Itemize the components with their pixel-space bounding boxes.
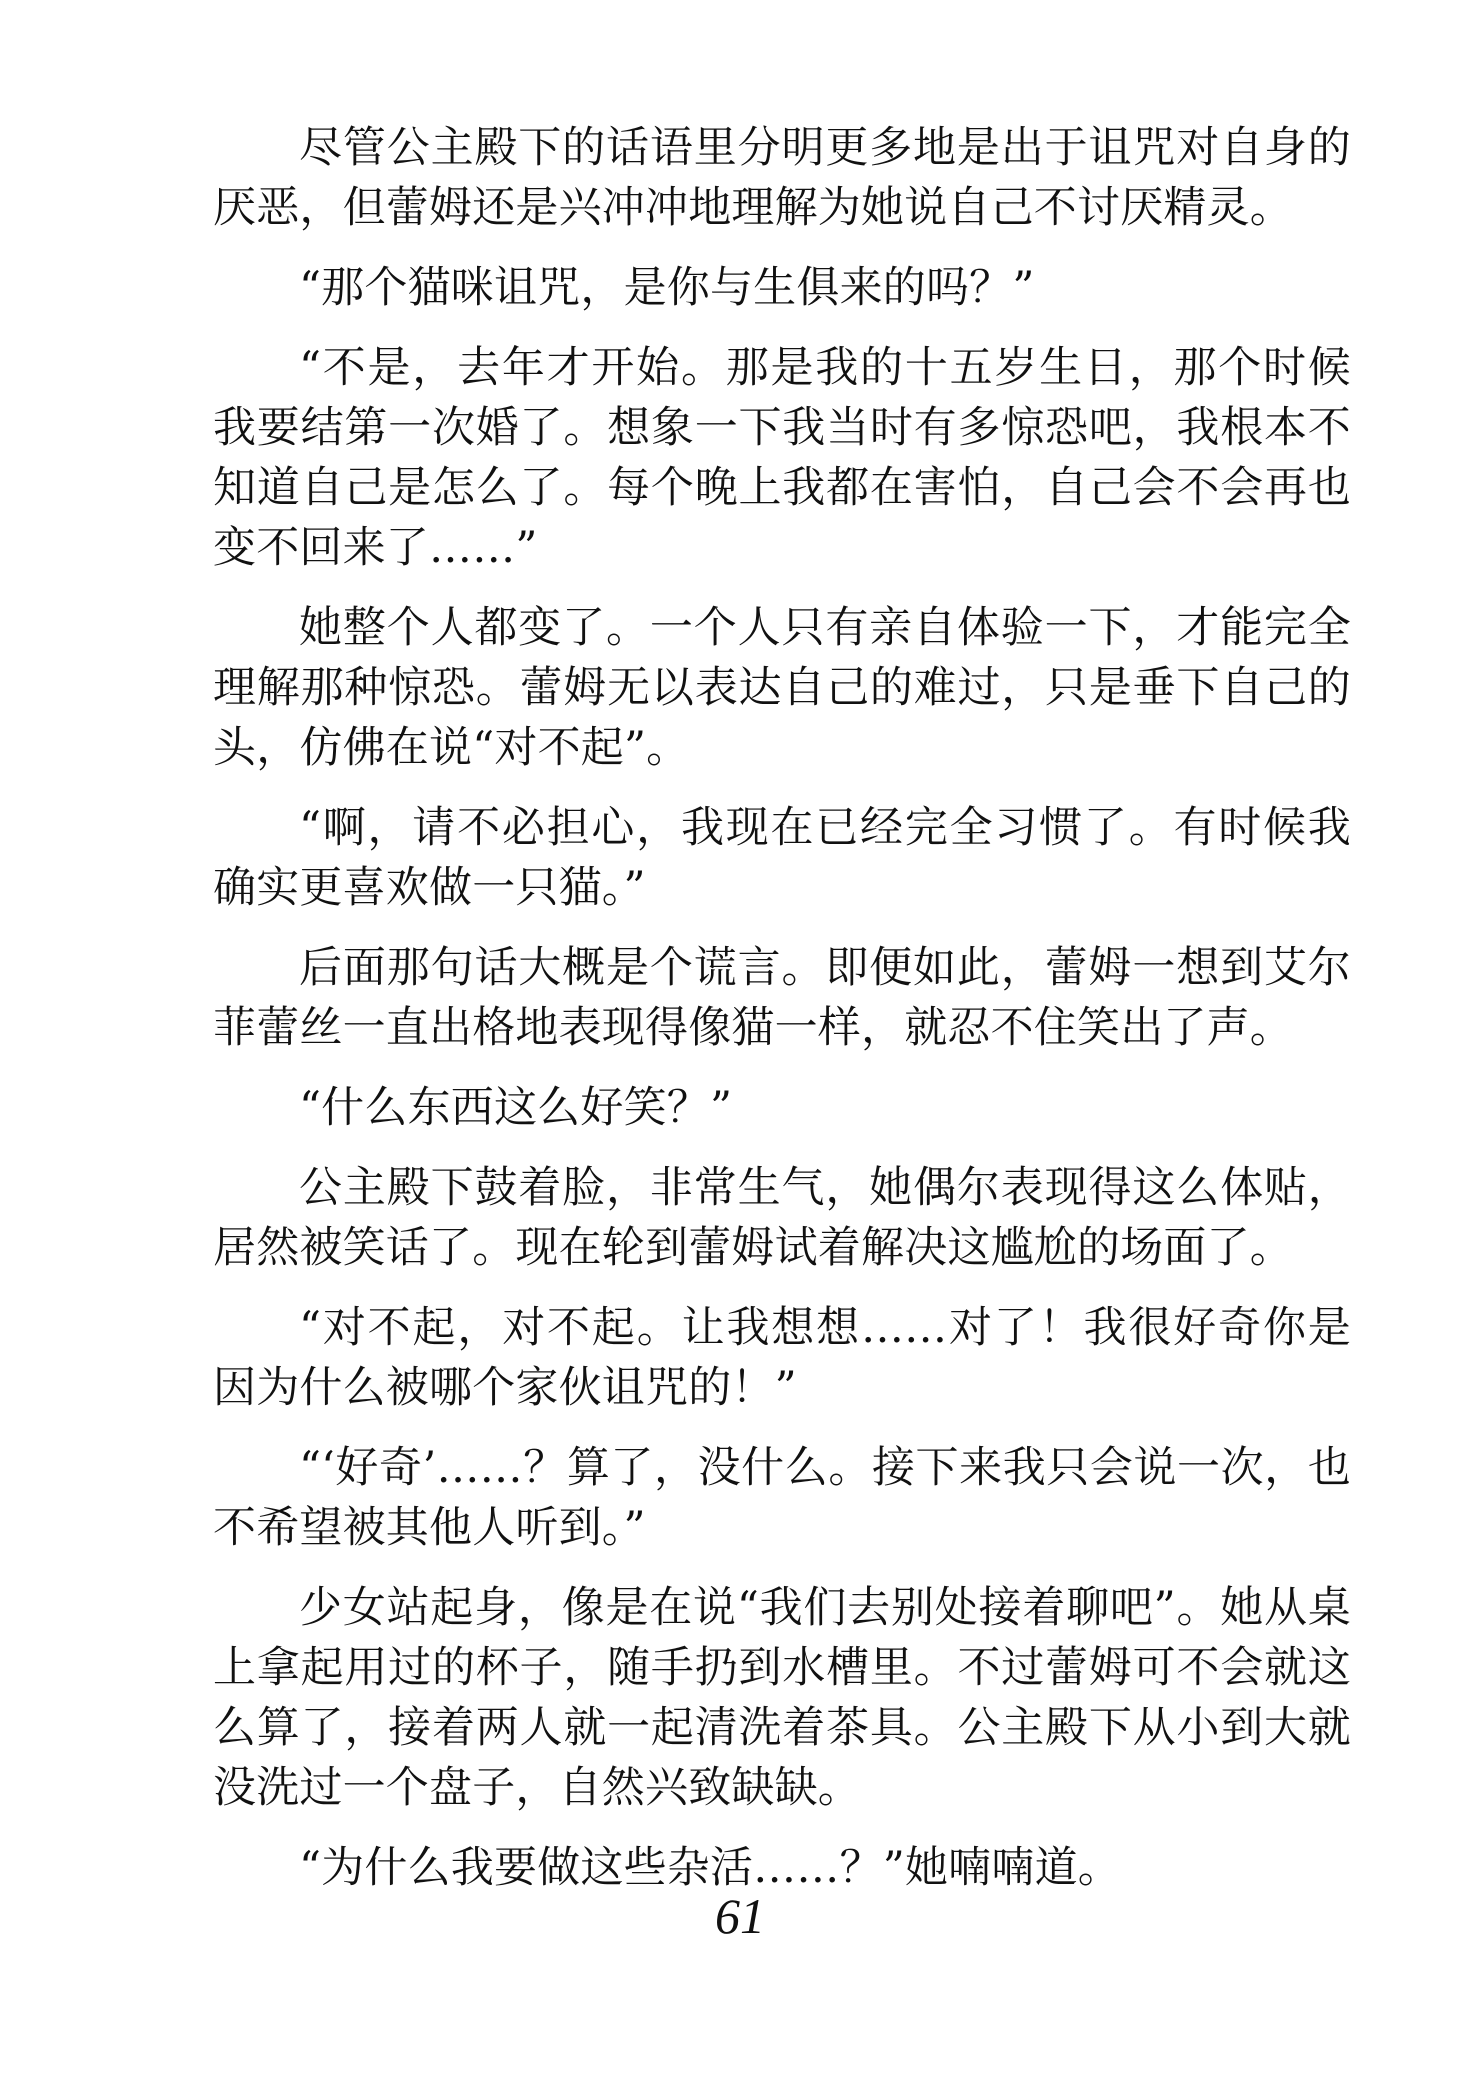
page-number: 61: [715, 1888, 765, 1944]
paragraph: 她整个人都变了。一个人只有亲自体验一下，才能完全理解那种惊恐。蕾姆无以表达自己的难过，只是垂下自己的头，仿佛在说“对不起”。: [213, 603, 1351, 773]
paragraph: “不是，去年才开始。那是我的十五岁生日，那个时候我要结第一次婚了。想象一下我当时有多惊恐吧，我根本不知道自己是怎么了。每个晚上我都在害怕，自己会不会再也变不回来了……”: [213, 343, 1351, 573]
paragraph: “啊，请不必担心，我现在已经完全习惯了。有时候我确实更喜欢做一只猫。”: [213, 803, 1351, 913]
paragraph: 少女站起身，像是在说“我们去别处接着聊吧”。她从桌上拿起用过的杯子，随手扔到水槽里。不过蕾姆可不会就这么算了，接着两人就一起清洗着茶具。公主殿下从小到大就没洗过一个盘子，自然兴致缺缺。: [213, 1583, 1351, 1813]
paragraph: 后面那句话大概是个谎言。即便如此，蕾姆一想到艾尔菲蕾丝一直出格地表现得像猫一样，就忍不住笑出了声。: [213, 943, 1351, 1053]
paragraph: “什么东西这么好笑？”: [299, 1083, 733, 1133]
paragraph: 公主殿下鼓着脸，非常生气，她偶尔表现得这么体贴，居然被笑话了。现在轮到蕾姆试着解决这尴尬的场面了。: [213, 1163, 1351, 1273]
paragraph: “那个猫咪诅咒，是你与生俱来的吗？”: [299, 263, 1035, 313]
paragraph: 尽管公主殿下的话语里分明更多地是出于诅咒对自身的厌恶，但蕾姆还是兴冲冲地理解为她说自己不讨厌精灵。: [213, 123, 1351, 233]
paragraph: “‘好奇’……？算了，没什么。接下来我只会说一次，也不希望被其他人听到。”: [213, 1443, 1351, 1553]
paragraph: “为什么我要做这些杂活……？”她喃喃道。: [299, 1843, 1121, 1893]
paragraph: “对不起，对不起。让我想想……对了！我很好奇你是因为什么被哪个家伙诅咒的！”: [213, 1303, 1351, 1413]
body-text: [213, 118, 1351, 1918]
